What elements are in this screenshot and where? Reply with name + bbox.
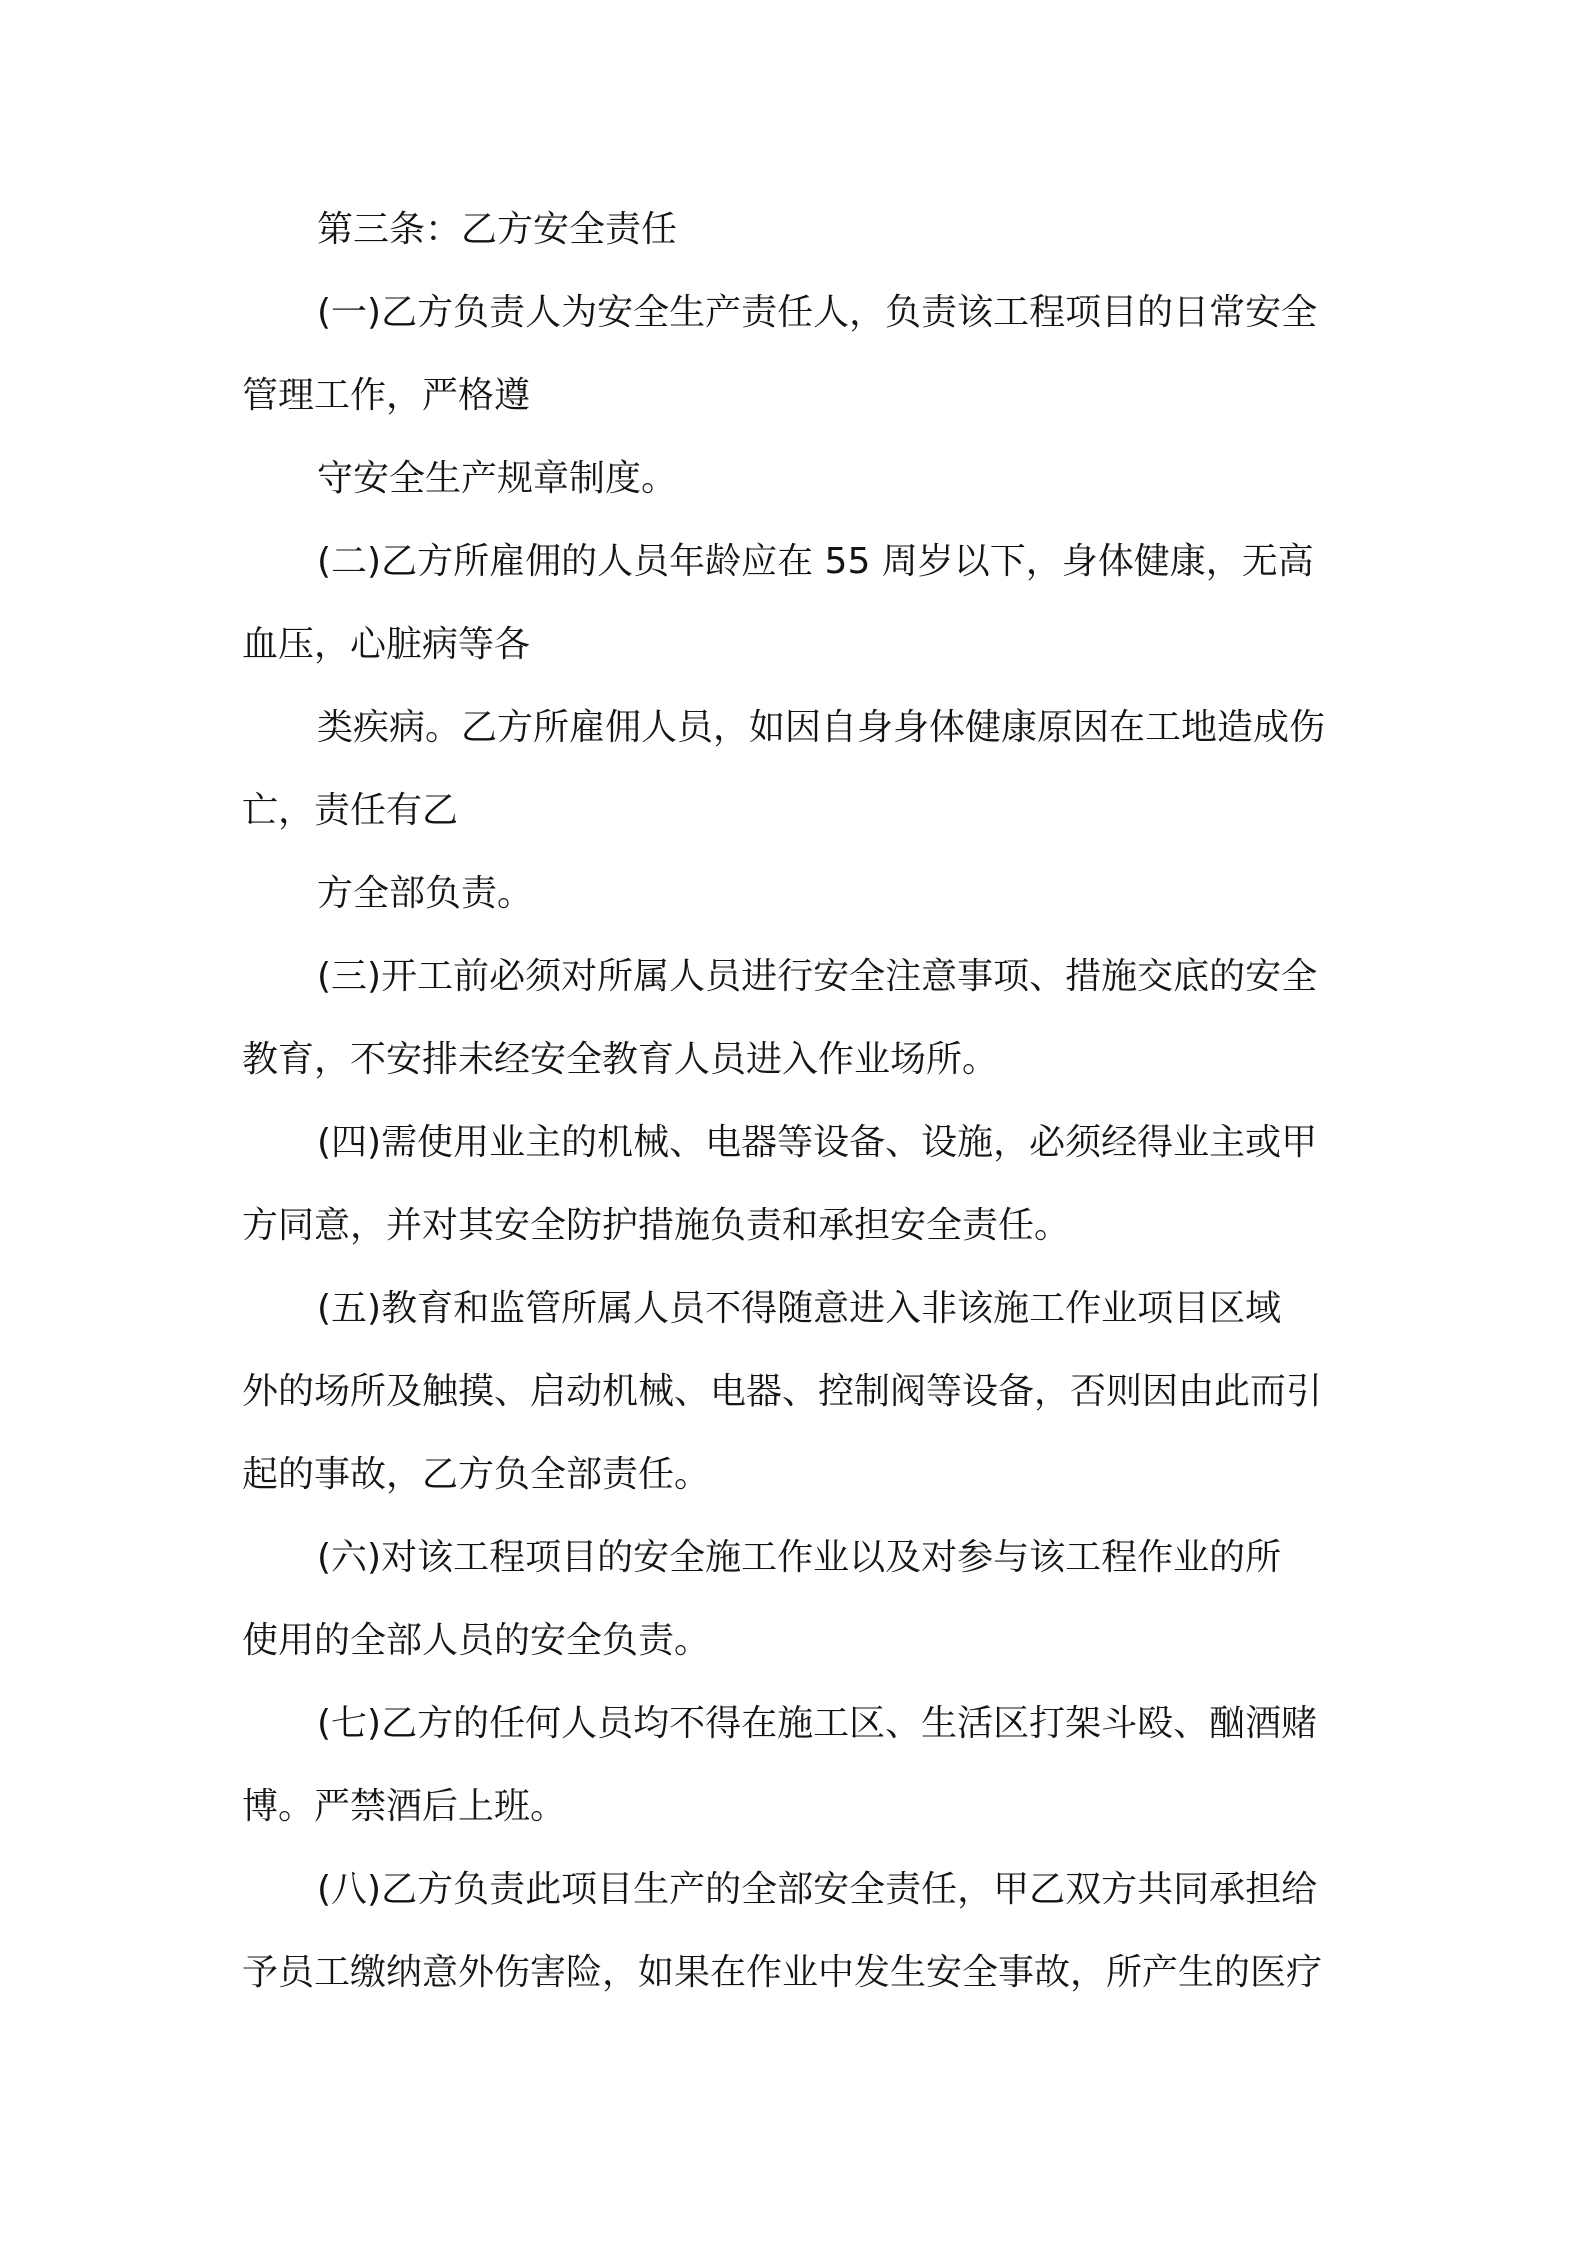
- clause-5-line-1: (五)教育和监管所属人员不得随意进入非该施工作业项目区域: [317, 1288, 1282, 1329]
- clause-8-line-2: 予员工缴纳意外伤害险，如果在作业中发生安全事故，所产生的医疗: [242, 1952, 1323, 1993]
- article-heading: 第三条：乙方安全责任: [317, 209, 678, 250]
- clause-5-line-2: 外的场所及触摸、启动机械、电器、控制阀等设备，否则因由此而引: [242, 1371, 1323, 1412]
- clause-7-line-2: 博。严禁酒后上班。: [242, 1786, 567, 1827]
- clause-6-line-1: (六)对该工程项目的安全施工作业以及对参与该工程作业的所: [317, 1537, 1282, 1578]
- clause-2-line-5: 方全部负责。: [317, 873, 534, 914]
- clause-2-line-2: 血压，心脏病等各: [242, 624, 531, 665]
- clause-2-line-1: (二)乙方所雇佣的人员年龄应在 55 周岁以下，身体健康，无高: [317, 541, 1314, 582]
- clause-4-line-1: (四)需使用业主的机械、电器等设备、设施，必须经得业主或甲: [317, 1122, 1318, 1163]
- clause-1-line-2: 管理工作，严格遵: [242, 375, 531, 416]
- clause-8-line-1: (八)乙方负责此项目生产的全部安全责任，甲乙双方共同承担给: [317, 1869, 1318, 1910]
- clause-1-line-1: (一)乙方负责人为安全生产责任人，负责该工程项目的日常安全: [317, 292, 1318, 333]
- clause-2-line-4: 亡，责任有乙: [242, 790, 459, 831]
- clause-1-line-3: 守安全生产规章制度。: [317, 458, 678, 499]
- clause-7-line-1: (七)乙方的任何人员均不得在施工区、生活区打架斗殴、酗酒赌: [317, 1703, 1318, 1744]
- clause-4-line-2: 方同意，并对其安全防护措施负责和承担安全责任。: [242, 1205, 1071, 1246]
- clause-5-line-3: 起的事故，乙方负全部责任。: [242, 1454, 711, 1495]
- clause-3-line-2: 教育，不安排未经安全教育人员进入作业场所。: [242, 1039, 999, 1080]
- clause-3-line-1: (三)开工前必须对所属人员进行安全注意事项、措施交底的安全: [317, 956, 1318, 997]
- clause-6-line-2: 使用的全部人员的安全负责。: [242, 1620, 711, 1661]
- clause-2-line-3: 类疾病。乙方所雇佣人员，如因自身身体健康原因在工地造成伤: [317, 707, 1326, 748]
